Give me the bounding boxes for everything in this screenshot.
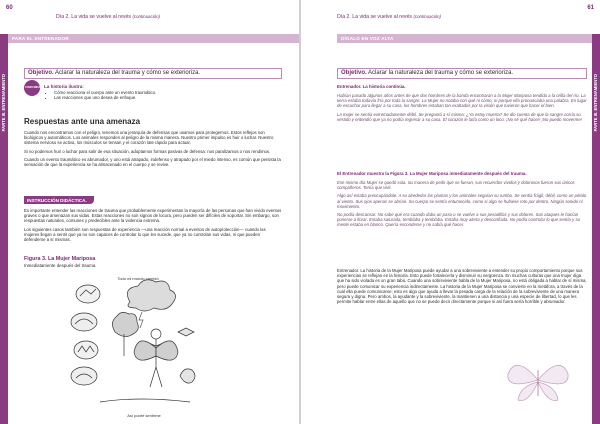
story-paragraph: Ese mismo día Mujer se quedó sola. Su manera de pedir que se fueran, sus recuerdos vividos y dolorosos fueron sus únicos compañeros. Tenía que vivir.: [337, 180, 575, 191]
paragraph: Los siguientes casos también son respuestas de experiencia —una reacción normal a eventos de autoprotección— cuando las mujeres llegan a sentir que ya no son capaces de controlar lo que les sucede, que ya no controlan sus vidas, ni que pueden defenderse a sí mismas.: [24, 226, 266, 243]
story-paragraph: No podía descansar. No sabe qué era cuando daba un paso o se vuelve a sus pesadillas y sus dolores. Sus ataques le hacían ponerse a llorar. Estaba saturada, temblaba y temblaba. Estaba muy alerta y desconfiada. No podía controlar lo que sentía y su mente estaba en blanco. Quería esconderse y no sabía qué hacer.: [337, 212, 580, 228]
trainer-note-paragraph: Entrenador. La historia de la Mujer Mariposa puede ayudar a una sobreviviente a entender su propio comportamiento porque sus experiencias se reflejan en la historia. Esto puede fortalecerla y disminuir su vergüenza. En muchas culturas que una mujer diga que ha sido violada es un gran tabú. Cuando una sobreviviente habla de la Mujer Mariposa, no está obligada a hablar de sí misma, pero puede comunicar su experiencia indirectamente. La historia de la Mujer Mariposa se convierte en la metáfora, a través de la cual ella puede comunicarse; esto es algo que ayuda a llevar la pesada carga de la relación de la sobreviviente de una manera segura y digna. Pero ambos, la ayudante y la sobreviviente, la mantienen a una distancia y una especie de libertad, lo que les permite hablar entre ellas de aquello que no se puede decir directamente porque si así fuera sería horrible y abrumador.: [337, 268, 587, 305]
objective-label: Objetivo.: [341, 70, 367, 76]
paragraph: Cuando nos encontramos con el peligro, tenemos una jerarquía de defensas que usamos para protegernos. Estos reflejos son biológicos y automáticos. Los animales responden al peligro de la misma manera. Nuestro primer impulso es huir o luchar. Nuestro sistema nervioso se activa, los músculos se tensan y el corazón late rápido para actuar.: [24, 130, 274, 146]
objective-label: Objetivo.: [28, 70, 54, 76]
scene-circle: [76, 285, 100, 303]
running-head: [337, 14, 441, 20]
running-head-title: Día 2. La vida se vuelve al revés: [337, 14, 412, 20]
running-head: [56, 14, 160, 20]
objective-box: [337, 68, 587, 79]
trainer-label: Entrenador. La historia continúa.: [337, 84, 406, 89]
figure-caption-top: Todo mi mundo cambió: [117, 276, 159, 281]
left-page: [0, 0, 299, 424]
storm-cloud: [127, 280, 175, 311]
story-paragraph: Algo así estaba preocupándole. A su alrededor las plantas y los animales seguían su rumbo. Se sentía frágil, débil, como un pétalo al viento. Sus ojos apenas se abrían. Su cuerpo se sentía entumecido, como si algo se hubiese roto por dentro. Ningún sonido ni movimiento.: [337, 193, 587, 209]
section-bar-label: PARA EL ENTRENADOR: [12, 36, 69, 41]
scene-circle: [71, 367, 97, 385]
figure-title: Figura 3. La Mujer Mariposa: [24, 256, 96, 262]
story-paragraph: La mujer se sentía extremadamente débil. Se preguntó a sí misma: ¿Ya estoy muerta? Se dio cuenta de que la sangre corría su vestido y entendió que ya no podía regresar a su casa. El corazón le latía como un loco. ¡No sé qué hacer! ¡No puedo moverme!: [337, 111, 582, 122]
objective-body: Aclarar la naturaleza del trauma y cómo se exterioriza.: [55, 70, 201, 76]
tree-crown: [112, 312, 138, 336]
tip-item: • Cómo reacciona el cuerpo ante un evento traumático.: [54, 90, 282, 95]
tip-list: [44, 90, 282, 101]
objective-text: [25, 69, 281, 76]
objective-body: Aclarar la naturaleza del trauma y cómo se exterioriza.: [368, 70, 514, 76]
paragraph: Si no podemos huir o luchar para salir de esa situación, adoptamos formas pasivas de defensa: nos paralizamos o nos rendimos.: [24, 148, 271, 154]
tip-title: La historia ilustra:: [44, 84, 84, 89]
knowledge-badge-label: CONOCIMIENTO: [25, 86, 44, 89]
wing-lower-right: [538, 382, 558, 401]
story-text: [337, 180, 587, 231]
trainer-label: El Entrenador muestra la Figura 3. La Mujer Mariposa inmediatamente después del trauma.: [337, 171, 527, 176]
wing-lower-left: [518, 382, 538, 401]
butterfly-woman-figure: [60, 272, 210, 422]
running-head-title: Día 2. La vida se vuelve al revés: [56, 14, 131, 20]
instruction-text: [24, 208, 282, 245]
figure-head: [151, 329, 161, 339]
wing-upper-left: [508, 365, 538, 384]
ground-line: [100, 399, 190, 402]
figure-subtitle: Inmediatamente después del trauma.: [24, 263, 97, 268]
page-number: 61: [587, 5, 594, 11]
instruction-pill: [24, 196, 94, 204]
sidebar-tab: [0, 34, 8, 424]
running-head-sub: (continuación): [132, 14, 161, 19]
section-bar: [337, 34, 592, 43]
section-bar-label: DÍGALO EN VOZ ALTA: [341, 36, 394, 41]
butterfly-decoration: [503, 350, 573, 410]
right-scene: [180, 369, 195, 383]
section-heading: Respuestas ante una amenaza: [24, 117, 141, 126]
right-scene-shape: [178, 328, 194, 336]
figure-caption-bottom: Así podré sentirme: [127, 413, 161, 418]
knowledge-badge: [24, 80, 44, 96]
story-text: [337, 93, 587, 125]
running-head-sub: (continuación): [413, 14, 442, 19]
sidebar-tab-label: PARTE III. ENTRENAMIENTO: [1, 74, 6, 132]
left-wing: [134, 341, 156, 360]
tip-box: [44, 84, 282, 110]
paragraph: Es importante entender las reacciones de trauma que probablemente experimentan la mayoría de las personas que han vivido eventos graves o que amenazan sus vidas. Estas reacciones no son signos de locura, pero pueden ser difíciles de soportar. Sin embargo, son respuestas naturales, comunes y predecibles ante la violencia extrema.: [24, 208, 282, 224]
scene-circle: [74, 341, 98, 359]
sidebar-tab: [592, 34, 600, 424]
story-paragraph: Habían pasado algunos años antes de que dos hombres de la banda encontraran a la Mujer Mariposa tendida a la orilla del río. La tierra estaba todavía fría por toda la sangre. La Mujer no notaba con qué ni cómo, ni porque ella pronunciaba una palabra. En lugar de escuchar para llegar a su casa, los hombres estaban tan exaltados por la visión que tuvieron que hacer el bien.: [337, 93, 587, 109]
instruction-pill-label: INSTRUCCIÓN DIDÁCTICA.: [27, 198, 87, 203]
wing-upper-right: [538, 365, 568, 384]
section-bar: [8, 34, 299, 43]
paragraph: Cuando un evento traumático es abrumador, y uno está atrapado, indefenso y atrapado por el miedo intenso, es común que persista la sensación de que la experiencia se ha almacenado en el cuerpo y se revive.: [24, 156, 281, 168]
right-page: [301, 0, 600, 424]
objective-text: [338, 69, 586, 76]
right-wing: [156, 341, 178, 360]
tip-item: • Las reacciones que uno desea de enfoque.: [54, 95, 282, 100]
objective-box: [24, 68, 282, 79]
trainer-note: [337, 268, 587, 307]
lightning-bolt: [139, 312, 143, 328]
page-number: 60: [6, 5, 13, 11]
scene-circle: [71, 313, 97, 331]
sidebar-tab-label: PARTE III. ENTRENAMIENTO: [593, 74, 598, 132]
body-text: [24, 130, 282, 170]
